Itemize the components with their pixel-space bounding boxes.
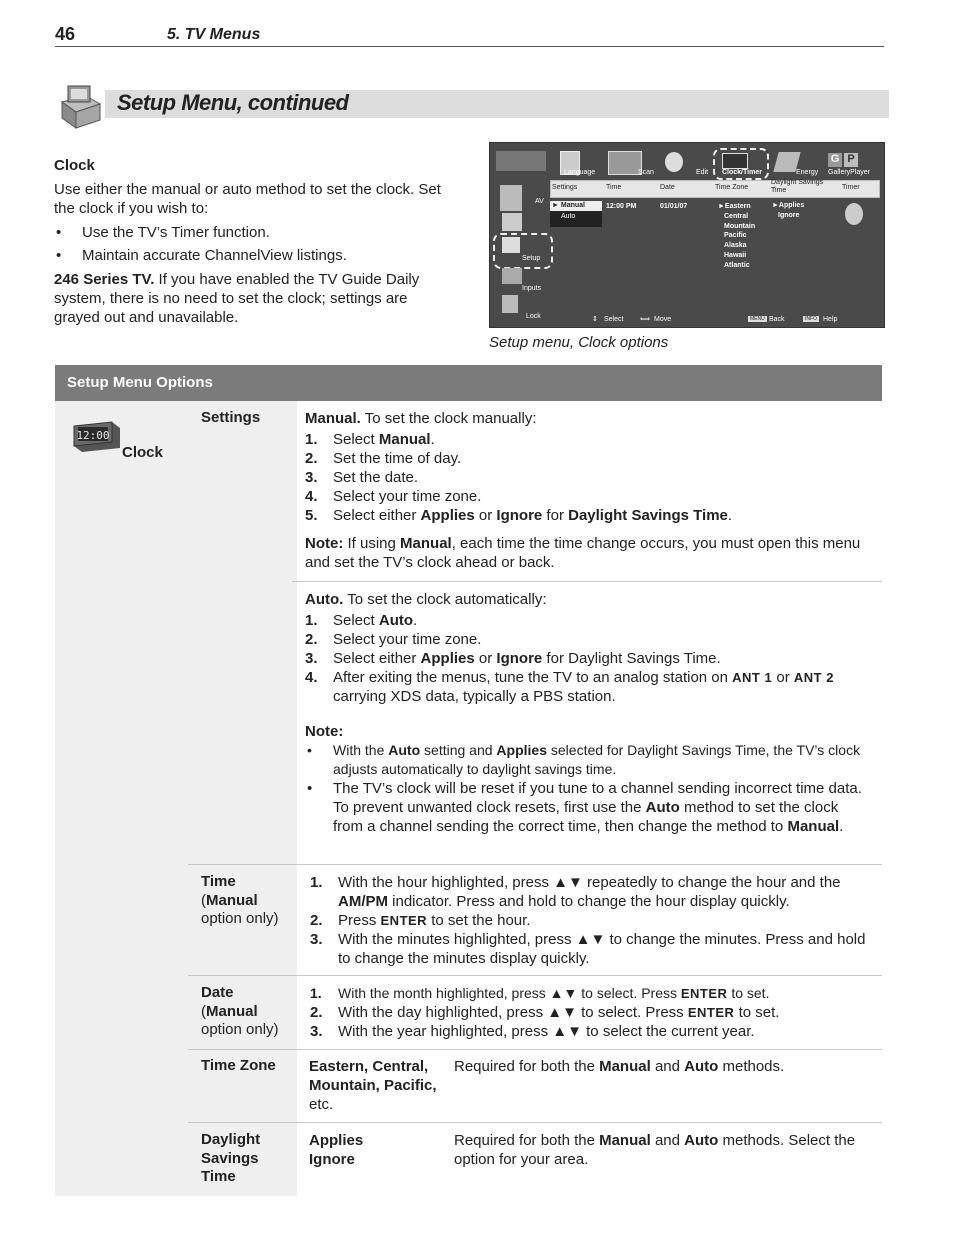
brand-logo [496,151,546,171]
setup-icon [502,237,520,253]
intro-bullets [54,223,454,265]
dst-label: Daylight Savings Time [201,1131,261,1185]
gp-g-icon: G [828,153,842,167]
tab-galleryplayer: GalleryPlayer [828,169,871,176]
tab-language: Language [564,169,596,176]
list-item: • Maintain accurate ChannelView listings. [54,246,454,265]
table-header [55,365,882,401]
side-inputs: Inputs [522,285,542,292]
time-value: 12:00 PM [606,203,637,210]
page-header [55,22,884,47]
side-setup: Setup [522,255,541,262]
divider [188,1049,882,1050]
setting-manual: ► Manual [552,202,585,209]
tab-energy: Energy [796,169,819,176]
manual-note: Note: If using Manual, each time the time change occurs, you must open this menu and set the TV’s clock ahead or back. [305,535,861,571]
footer-select: Select [604,316,624,323]
footer-select-icon: ⇕ [592,316,598,323]
auto-lead-rest: To set the clock automatically: [343,591,547,608]
time-steps [310,873,872,968]
intro-heading: Clock [54,157,95,174]
list-item: 2. Select your time zone. [305,631,482,648]
dst-option-ignore: Ignore [309,1151,355,1168]
side-lock: Lock [526,313,541,320]
edit-icon [665,152,683,172]
scan-icon [608,151,642,175]
date-value: 01/01/07 [660,203,688,210]
intro-block [54,156,454,332]
auto-cell [305,590,870,836]
time-cell [310,873,872,968]
list-item: • Use the TV’s Timer function. [54,223,454,242]
tv-setup-icon [56,82,106,132]
dst-option-applies: Applies [309,1132,364,1149]
divider [188,975,882,976]
time-zone-options: Eastern, Central, Mountain, Pacific, etc. [309,1058,437,1113]
series-note: If you have enabled the TV Guide Daily system, there is no need to set the clock; settings are grayed out and unavailable. [54,271,420,326]
col-time: Time [606,184,622,191]
setup-menu-screenshot [489,142,885,328]
timer-globe-icon [845,203,863,225]
zone-central: Central [724,212,749,220]
screenshot-caption: Setup menu, Clock options [489,334,669,351]
manual-cell [305,409,870,572]
zone-alaska: Alaska [724,242,747,250]
col-dst: Daylight Savings Time [771,179,824,194]
date-steps [310,984,872,1041]
col-settings: Settings [552,184,578,191]
list-item: 5. Select either Applies or Ignore for Daylight Savings Time. [305,507,733,524]
footer-move-icon: ⟺ [640,316,651,323]
menu-key: MENU [750,316,765,322]
chapter-title: 5. TV Menus [167,26,261,43]
dst-applies: ►Applies [772,202,805,209]
auto-notes [305,741,870,836]
auto-note-lead: Note: [305,723,344,740]
col-date: Date [660,184,675,191]
side-av: AV [535,198,544,205]
list-item: • The TV’s clock will be reset if you tune to a channel sending incorrect time data. To prevent unwanted clock resets, first use the Auto method to set the clock from a channel sending the correct time, then change the method to Manual. [305,779,870,836]
auto-steps [305,611,870,706]
intro-paragraph: Use either the manual or auto method to set the clock. Set the clock if you wish to: [54,181,441,217]
table-header-title: Setup Menu Options [67,374,213,391]
tab-edit: Edit [696,169,709,176]
series-label: 246 Series TV. [54,271,155,288]
manual-steps [305,430,870,525]
inputs-icon [502,268,522,284]
zone-atlantic: Atlantic [724,261,750,269]
date-cell [310,984,872,1041]
list-item: 3. With the year highlighted, press ▲▼ to select the current year. [310,1023,755,1040]
zone-hawaii: Hawaii [724,251,747,259]
list-item: 2. Set the time of day. [305,450,462,467]
list-item: 4. Select your time zone. [305,488,482,505]
footer-help: Help [823,316,838,323]
gp-p-icon: P [844,153,858,167]
info-key: INFO [805,316,817,322]
clock-icon [72,420,122,454]
zone-mountain: Mountain [724,222,756,230]
av-icon [500,185,522,211]
list-item: 2. Press ENTER to set the hour. [310,912,531,929]
manual-lead [305,409,870,428]
table-left-column [55,401,188,1196]
clock-label: Clock [122,444,163,461]
dst-desc: Required for both the Manual and Auto methods. Select the option for your area. [454,1132,856,1168]
time-zone-label: Time Zone [201,1057,276,1074]
list-item: 1. Select Auto. [305,612,418,629]
lock-icon [502,295,518,313]
list-item: 3. With the minutes highlighted, press ▲▼ to change the minutes. Press and hold to change the minutes display quickly. [310,931,866,967]
intro-note [54,270,454,327]
manual-lead-rest: To set the clock manually: [360,410,537,427]
svg-text:12:00: 12:00 [76,429,110,442]
section-title: Setup Menu, continued [117,90,349,115]
zone-pacific: Pacific [724,232,747,240]
footer-move: Move [654,316,672,323]
list-item: 1. Select Manual. [305,431,435,448]
auto-lead-bold: Auto. [305,591,344,608]
time-zone-list [718,202,755,271]
table-label-column [188,401,297,1196]
page-number: 46 [55,24,76,44]
col-time-zone: Time Zone [715,184,749,191]
list-item: 1. With the month highlighted, press ▲▼ to select. Press ENTER to set. [310,985,770,1001]
list-item: 4. After exiting the menus, tune the TV to an analog station on ANT 1 or ANT 2 carrying XDS data, typically a PBS station. [305,669,834,705]
manual-lead-bold: Manual. [305,410,361,427]
list-item: 1. With the hour highlighted, press ▲▼ repeatedly to change the hour and the AM/PM indicator. Press and hold to change the hour display quickly. [310,874,841,910]
auto-lead [305,590,870,609]
footer-back: Back [769,316,785,323]
setting-auto: Auto [561,213,576,220]
dst-options [309,1131,444,1169]
list-item: • With the Auto setting and Applies selected for Daylight Savings Time, the TV’s clock adjusts automatically to daylight savings time. [305,741,870,779]
divider [188,864,882,865]
list-item: 2. With the day highlighted, press ▲▼ to select. Press ENTER to set. [310,1004,780,1021]
date-label: Date (Manual option only) [201,984,279,1038]
tab-scan: Scan [638,169,654,176]
col-timer: Timer [842,184,860,191]
zone-eastern: ►Eastern [718,203,751,210]
cc-icon [502,213,522,231]
tab-clock-timer: Clock/Timer [722,169,762,176]
divider [188,1122,882,1123]
divider [292,581,882,582]
clock-icon [722,153,748,169]
time-zone-desc: Required for both the Manual and Auto methods. [454,1058,785,1075]
list-item: 3. Select either Applies or Ignore for Daylight Savings Time. [305,650,721,667]
settings-label: Settings [201,409,261,426]
dst-ignore: Ignore [778,212,800,219]
list-item: 3. Set the date. [305,469,419,486]
time-label: Time (Manual option only) [201,873,279,927]
